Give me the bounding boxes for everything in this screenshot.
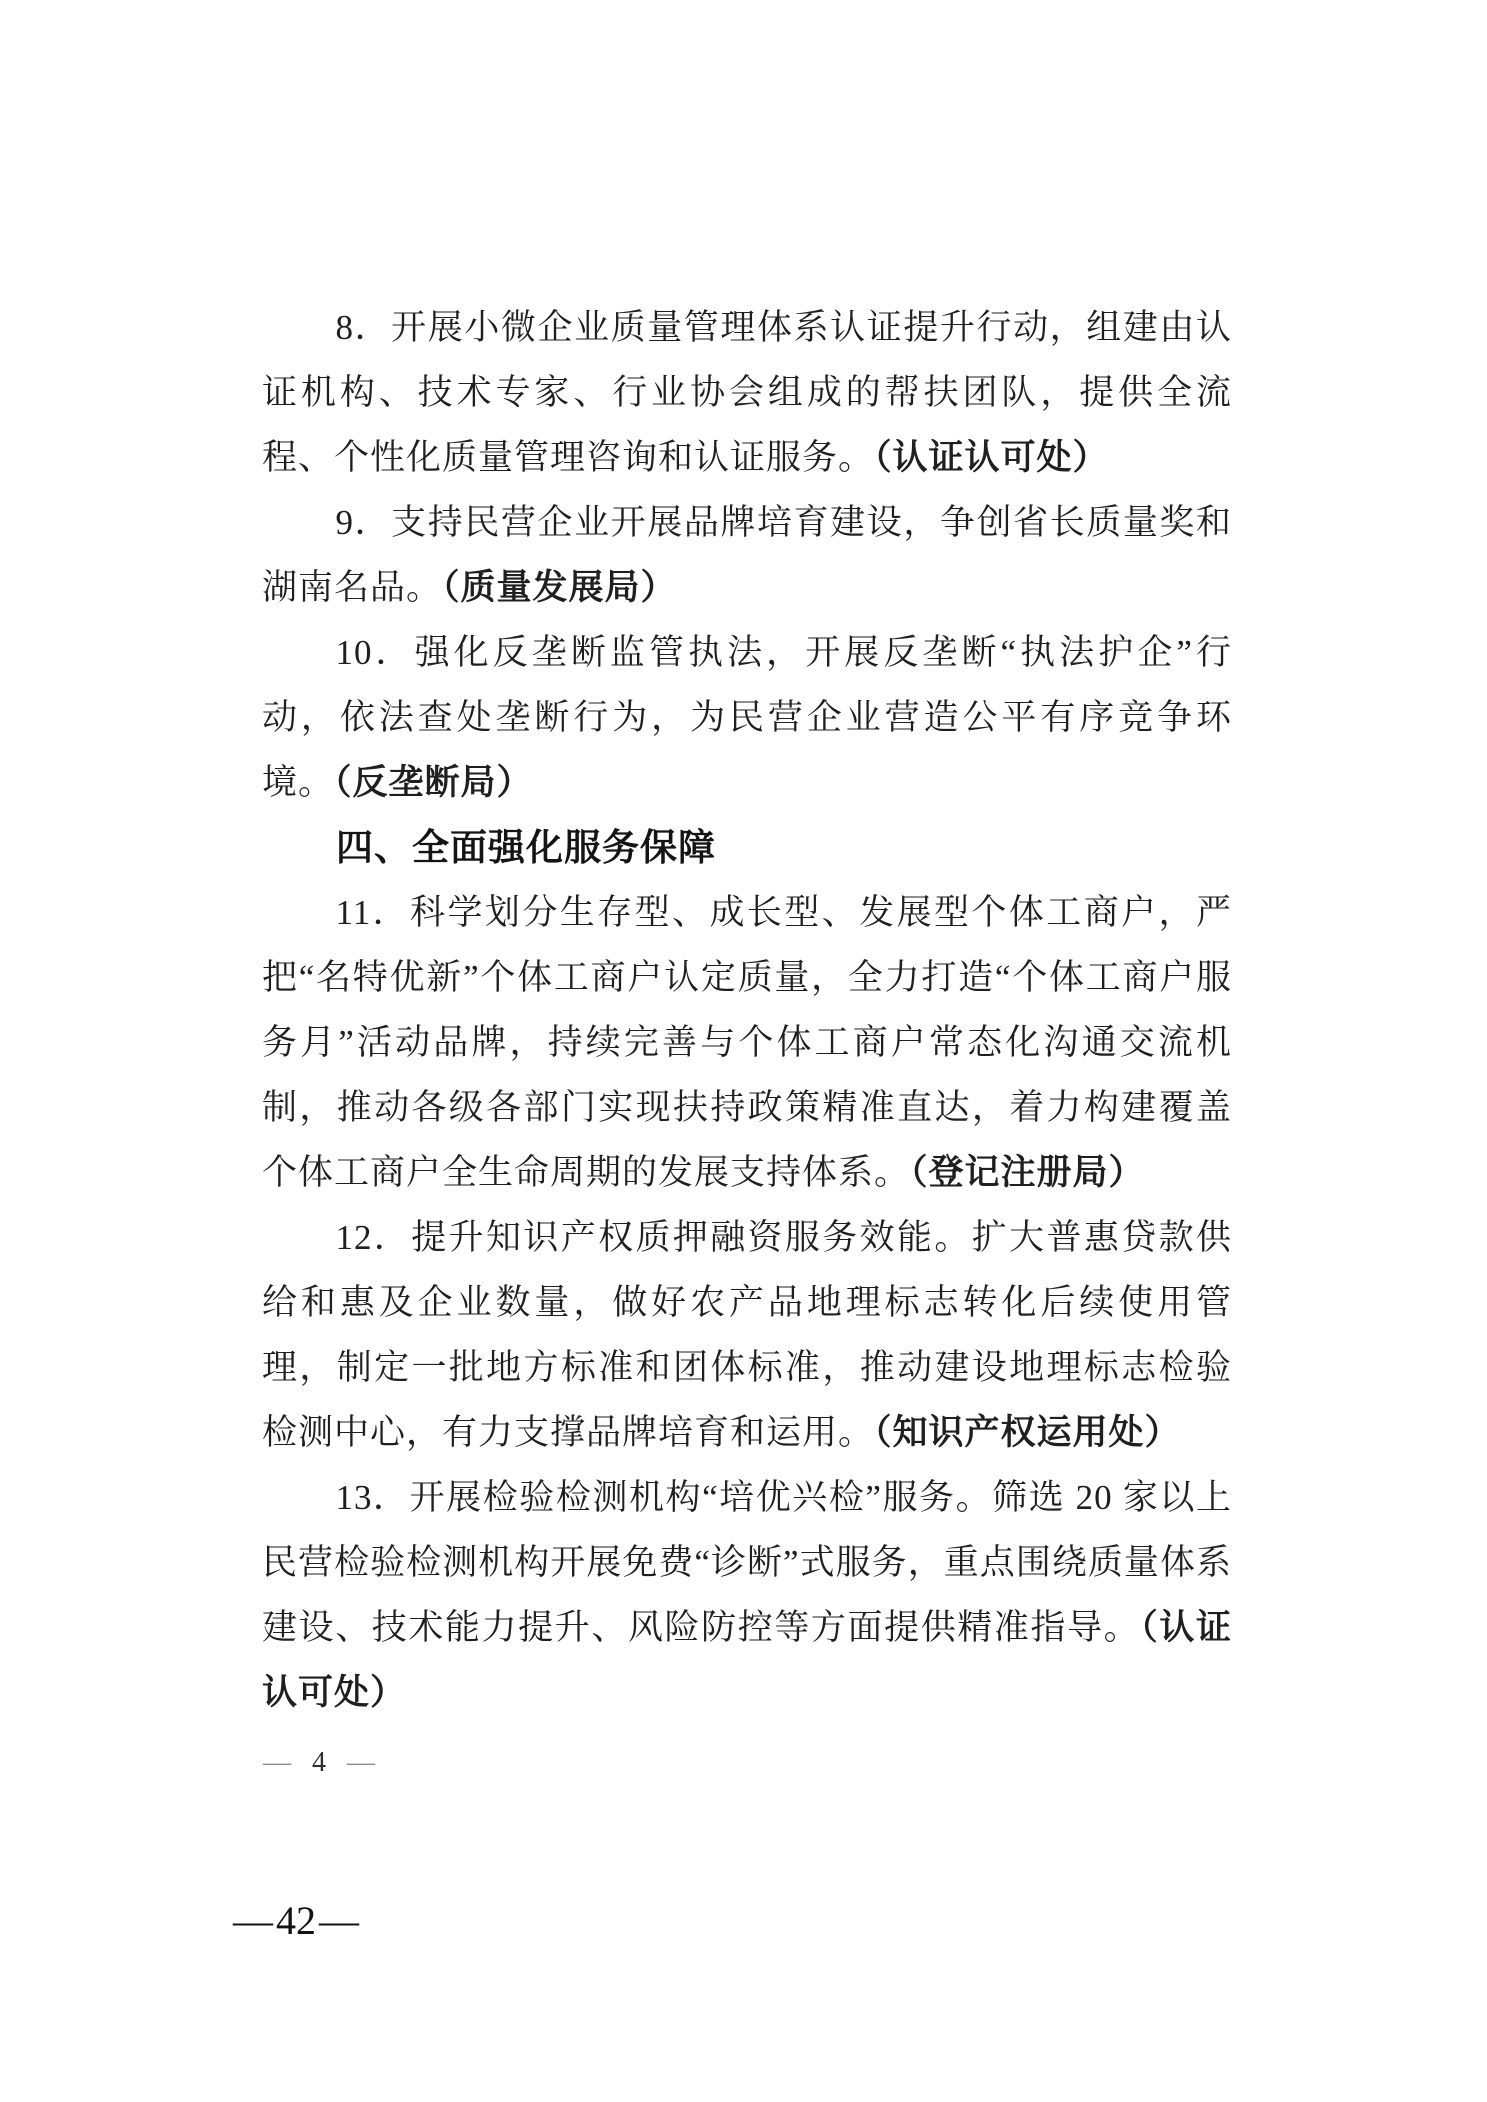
inner-page-number-left-dash: — [263, 1747, 291, 1778]
item-8-text: 8．开展小微企业质量管理体系认证提升行动，组建由认证机构、技术专家、行业协会组成的帮扶团队，提供全流程、个性化质量管理咨询和认证服务。 [262, 308, 1232, 477]
paragraph-item-13 [262, 1465, 1232, 1725]
item-12-department-label: （知识产权运用处） [874, 1413, 1181, 1452]
inner-page-number-value: 4 [312, 1747, 326, 1778]
item-11-text: 11．科学划分生存型、成长型、发展型个体工商户，严把“名特优新”个体工商户认定质量，全力打造“个体工商户服务月”活动品牌，持续完善与个体工商户常态化沟通交流机制，推动各级各部门实现扶持政策精准直达，着力构建覆盖个体工商户全生命周期的发展支持体系。 [262, 893, 1232, 1192]
inner-page-number [263, 1745, 375, 1781]
paragraph-item-8 [262, 295, 1232, 490]
paragraph-item-9 [262, 490, 1232, 620]
item-13-text: 13．开展检验检测机构“培优兴检”服务。筛选 20 家以上民营检验检测机构开展免费“诊断”式服务，重点围绕质量体系建设、技术能力提升、风险防控等方面提供精准指导。 [262, 1478, 1232, 1647]
paragraph-item-10 [262, 620, 1232, 815]
item-11-department-label: （登记注册局） [910, 1153, 1145, 1192]
item-8-department-label: （认证认可处） [874, 438, 1109, 477]
section-heading: 四、全面强化服务保障 [336, 827, 716, 868]
document-body [262, 295, 1232, 1725]
outer-page-number-value: 42 [276, 1898, 316, 1943]
outer-page-number-right-dash: — [319, 1898, 359, 1943]
inner-page-number-right-dash: — [347, 1747, 375, 1778]
outer-page-number [233, 1899, 359, 1943]
paragraph-item-11 [262, 880, 1232, 1205]
item-13-department-label: （认证认可处） [262, 1608, 1232, 1712]
item-10-text: 10．强化反垄断监管执法，开展反垄断“执法护企”行动，依法查处垄断行为，为民营企业营造公平有序竞争环境。 [262, 633, 1232, 802]
item-10-department-label: （反垄断局） [334, 763, 533, 802]
item-9-department-label: （质量发展局） [442, 568, 677, 607]
paragraph-item-12 [262, 1205, 1232, 1465]
item-9-text: 9．支持民营企业开展品牌培育建设，争创省长质量奖和湖南名品。 [262, 503, 1232, 607]
outer-page-number-left-dash: — [233, 1898, 273, 1943]
item-12-text: 12．提升知识产权质押融资服务效能。扩大普惠贷款供给和惠及企业数量，做好农产品地理标志转化后续使用管理，制定一批地方标准和团体标准，推动建设地理标志检验检测中心，有力支撑品牌培育和运用。 [262, 1218, 1232, 1452]
